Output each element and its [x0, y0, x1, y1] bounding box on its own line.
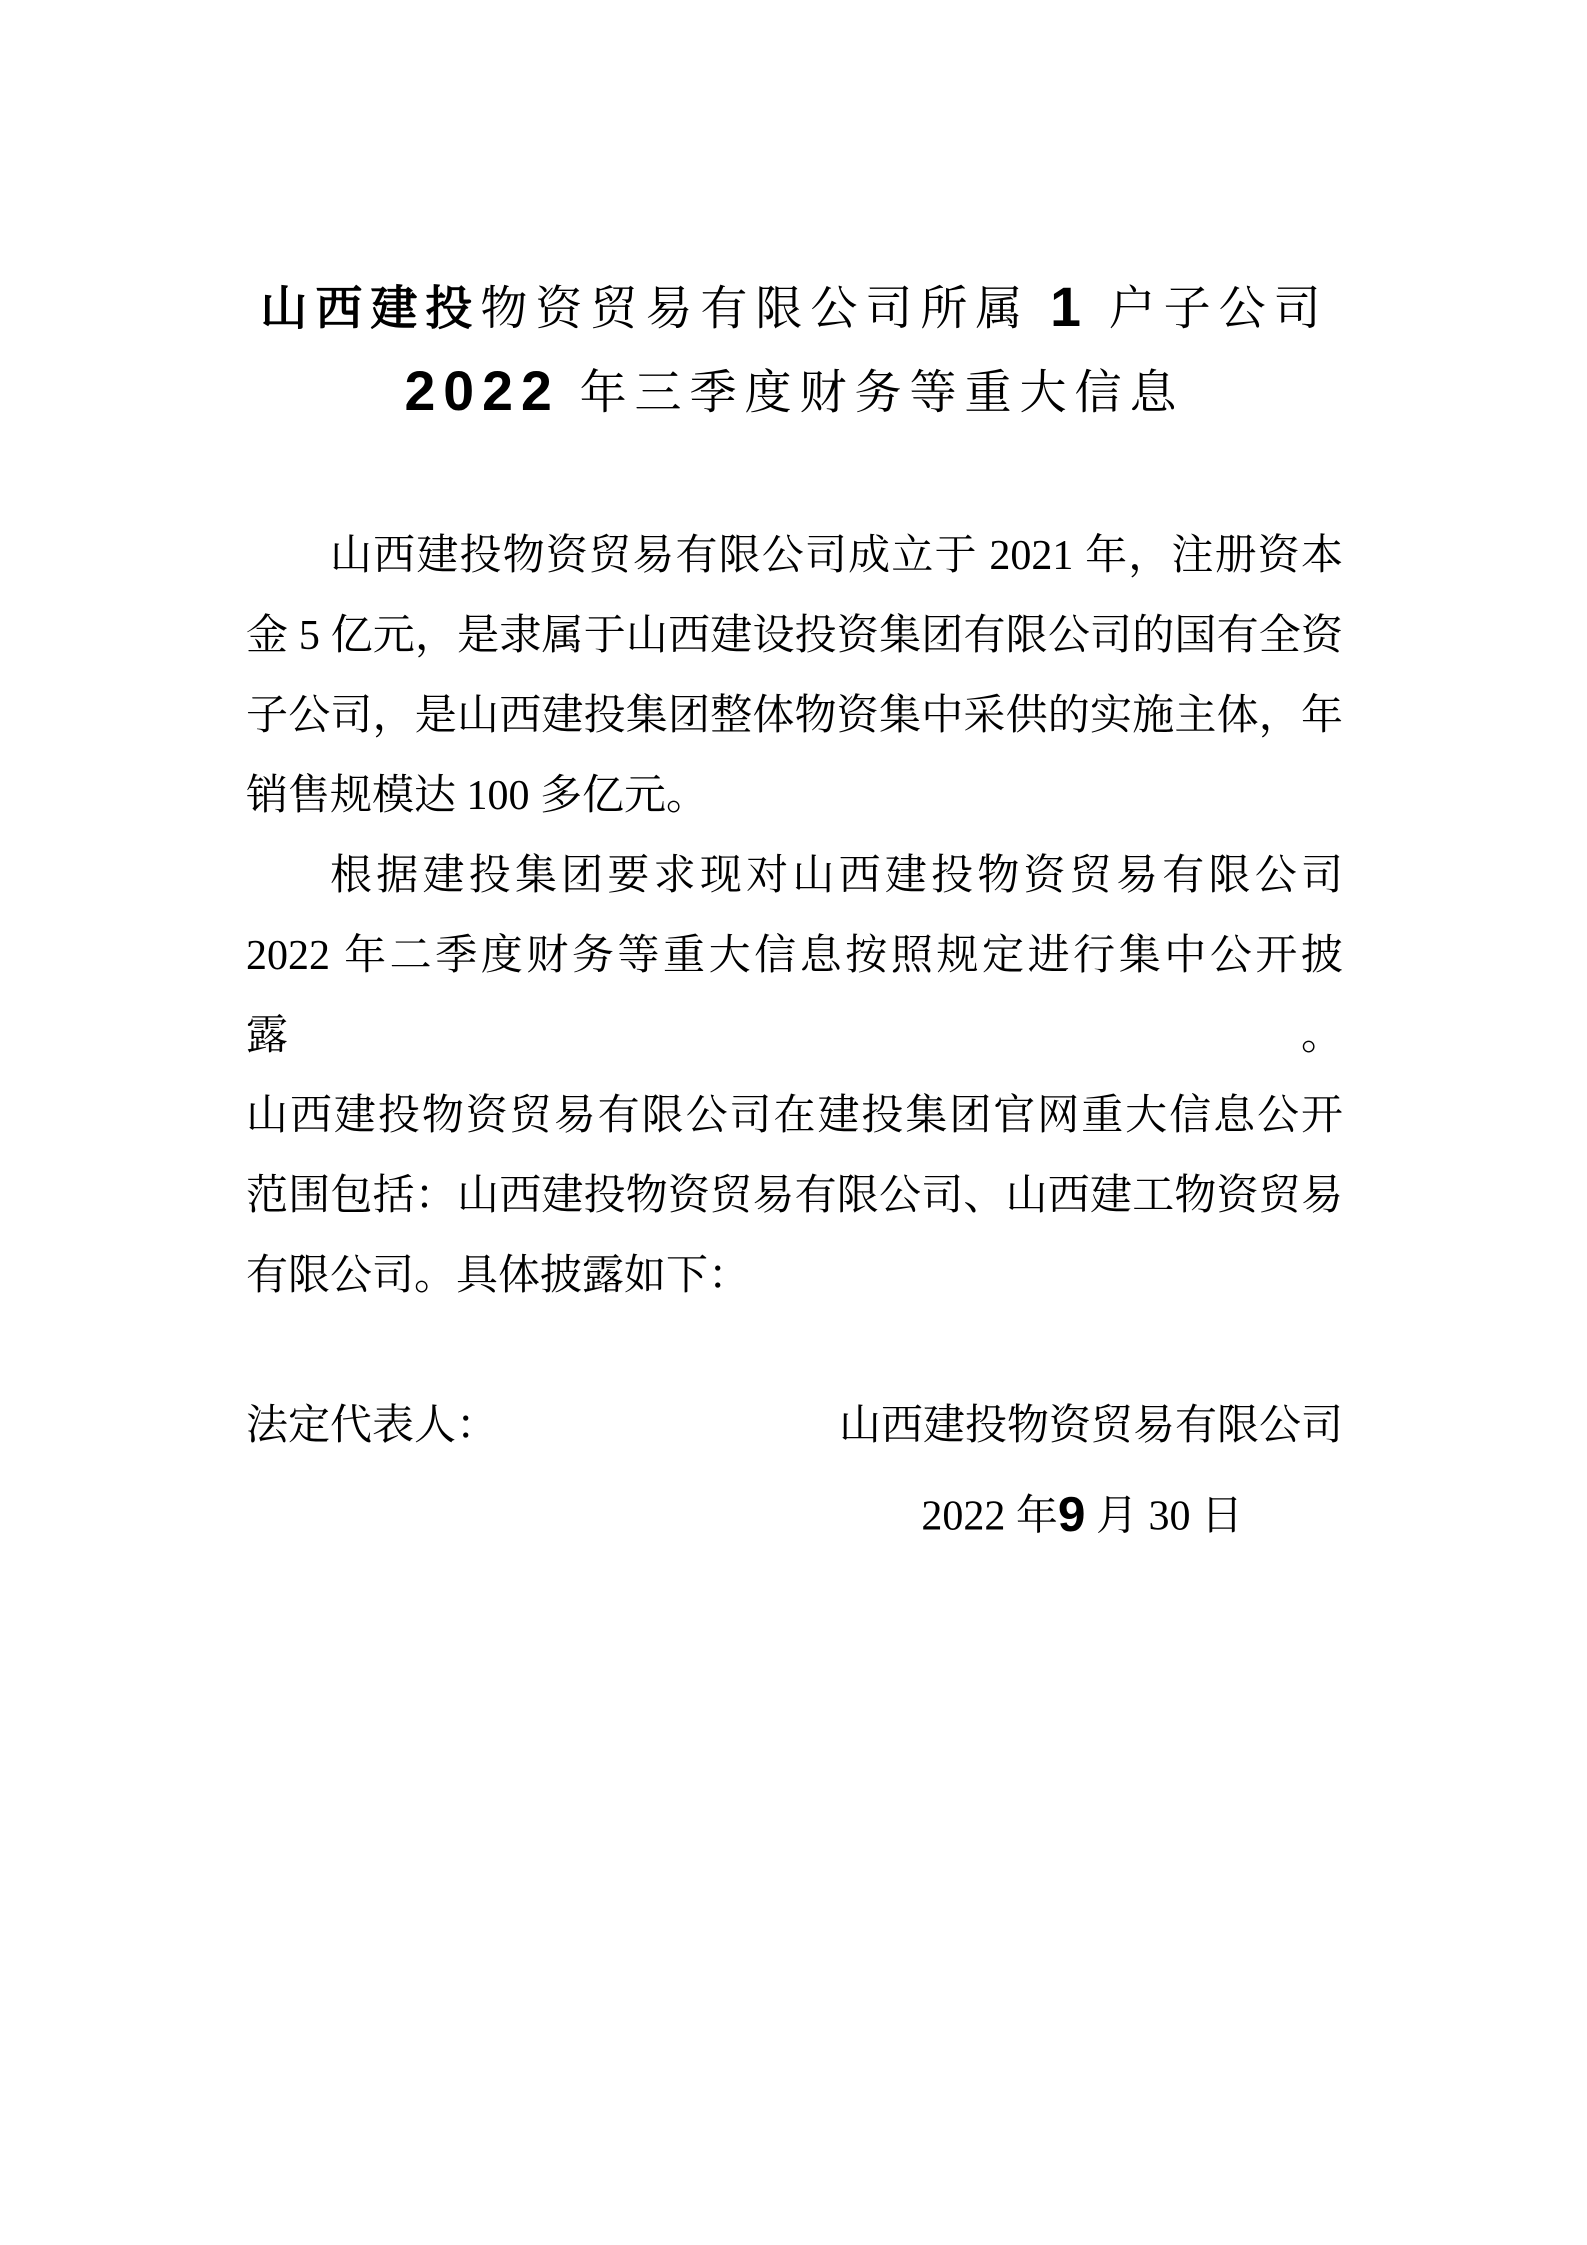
body-line: 范围包括：山西建投物资贸易有限公司、山西建工物资贸易 [246, 1172, 1343, 1219]
date-year-part: 2022 年 [921, 1493, 1058, 1540]
body-line: 销售规模达 100 多亿元。 [246, 772, 709, 819]
body-line: 金 5 亿元，是隶属于山西建设投资集团有限公司的国有全资 [246, 612, 1343, 659]
body-line: 子公司，是山西建投集团整体物资集中采供的实施主体，年 [246, 692, 1343, 739]
body-line: 山西建投物资贸易有限公司成立于 2021 年，注册资本 [330, 532, 1343, 579]
title-text-suffix: 户子公司 [1088, 283, 1329, 336]
paragraph-company-intro [246, 516, 1343, 836]
title-text: 物资贸易有限公司所属 [480, 283, 1051, 336]
title-period-text: 年三季度财务等重大信息 [559, 367, 1185, 420]
signature-date [246, 1474, 1343, 1557]
date-month-number: 9 [1057, 1485, 1086, 1542]
date-day-part: 月 30 日 [1085, 1493, 1243, 1540]
title-subsidiary-count: 1 [1050, 276, 1089, 338]
document-title [246, 266, 1343, 435]
legal-representative-label: 法定代表人： [246, 1402, 499, 1449]
title-line-2 [246, 350, 1343, 434]
text-column [246, 266, 1343, 1556]
body-line: 山西建投物资贸易有限公司在建投集团官网重大信息公开 [246, 1092, 1343, 1139]
title-bold-company-prefix: 山西建投 [260, 283, 481, 336]
title-line-1 [246, 266, 1343, 350]
body-line: 2022 年二季度财务等重大信息按照规定进行集中公开披露。 [246, 932, 1343, 1059]
paragraph-disclosure-scope [246, 836, 1343, 1316]
signature-company-name: 山西建投物资贸易有限公司 [838, 1402, 1343, 1449]
signature-row [246, 1386, 1343, 1466]
body-line: 有限公司。具体披露如下： [246, 1252, 751, 1299]
title-year: 2022 [404, 360, 560, 423]
body-line: 根据建投集团要求现对山西建投物资贸易有限公司 [330, 852, 1343, 899]
